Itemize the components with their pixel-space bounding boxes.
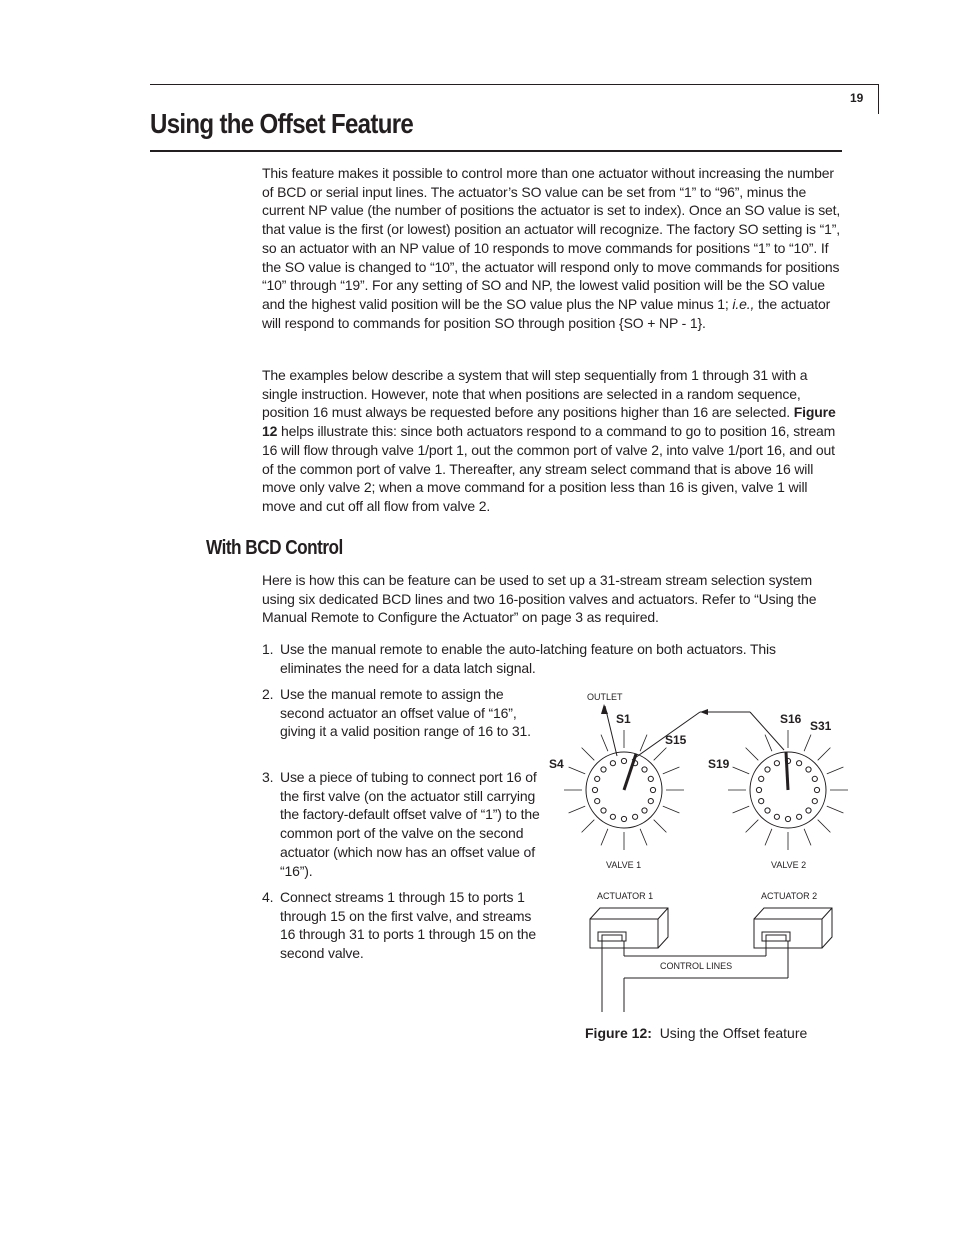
stream-tube xyxy=(746,820,759,833)
valve-port xyxy=(759,799,764,804)
stream-tube xyxy=(733,767,750,774)
valve-port xyxy=(610,814,615,819)
valve-port xyxy=(765,808,770,813)
valve-port xyxy=(648,776,653,781)
stream-tube xyxy=(827,767,844,774)
valve-port xyxy=(797,814,802,819)
stream-tube xyxy=(765,735,772,752)
control-lines xyxy=(602,941,788,1012)
stream-tube xyxy=(582,820,595,833)
header-rule xyxy=(150,84,879,85)
valve-port xyxy=(621,758,626,763)
valve-2 xyxy=(728,730,848,850)
step-text: Use a piece of tubing to connect port 16 of the first valve (on the actuator still carrying the factory-default offset valve of “1”) to the common port of the valve on the second actuator (which now has an offset value of “16”). xyxy=(280,769,540,879)
stream-tube xyxy=(663,767,680,774)
valve-port xyxy=(601,808,606,813)
stream-tube xyxy=(818,748,831,761)
valve-port xyxy=(814,787,819,792)
intro-paragraph-1-text: This feature makes it possible to control more than one actuator without increasing the number of BCD or serial input lines. The actuator’s SO value can be set from “1” to “96”, minus the current NP value (the number of positions the actuator is set to index). Once an SO value is set, that value is the first (or lowest) position an actuator will recognize. The factory SO setting is “1”, so an actuator with an NP value of 10 responds to move commands for positions “1” to “10”. If the SO value is changed to “10”, the actuator will respond only to move commands for positions “10” through “19”. For any setting of SO and NP, the lowest valid position will be the SO value and the highest valid position will be the SO value plus the NP value minus 1; xyxy=(262,165,841,312)
step-number: 1. xyxy=(262,641,274,657)
figure-caption xyxy=(585,1025,807,1041)
valve-port xyxy=(812,776,817,781)
valve-port xyxy=(759,776,764,781)
valve-1-label: VALVE 1 xyxy=(606,860,642,870)
page-number: 19 xyxy=(850,91,864,105)
valve-port xyxy=(601,767,606,772)
valve-port xyxy=(812,799,817,804)
s15-label: S15 xyxy=(665,733,687,747)
step-number: 2. xyxy=(262,686,274,702)
valve-2-rotor xyxy=(786,752,788,790)
stream-tube xyxy=(569,767,586,774)
transfer-line-c xyxy=(750,712,784,750)
valve-port xyxy=(756,787,761,792)
header-side-rule xyxy=(878,84,879,114)
caption-label: Figure 12: xyxy=(585,1025,652,1041)
stream-tube xyxy=(569,806,586,813)
valve-port xyxy=(785,816,790,821)
control-lines-label: CONTROL LINES xyxy=(660,961,733,971)
s16-label: S16 xyxy=(780,712,802,726)
valve-2-label: VALVE 2 xyxy=(771,860,807,870)
figure-reference: Figure 12 xyxy=(262,404,836,440)
intro-paragraph-2-text: The examples below describe a system that will step sequentially from 1 through 31 with a single instruction. However, note that when positions are selected in a random sequence, position 16 must always be requested before any positions higher than 16 are selected. xyxy=(262,367,808,421)
stream-tube xyxy=(640,735,647,752)
stream-tube xyxy=(765,829,772,846)
valve-port xyxy=(765,767,770,772)
intro-paragraph-1-italic: i.e., xyxy=(732,295,755,312)
valve-port xyxy=(774,814,779,819)
stream-tube xyxy=(640,829,647,846)
valve-port xyxy=(592,787,597,792)
actuator-2-label: ACTUATOR 2 xyxy=(761,891,818,901)
stream-tube xyxy=(654,748,667,761)
stream-tube xyxy=(582,748,595,761)
intro-paragraph-1 xyxy=(262,164,842,332)
valve-1 xyxy=(564,730,684,850)
s4-label: S4 xyxy=(549,757,564,771)
valve-port xyxy=(774,761,779,766)
valve-port xyxy=(806,767,811,772)
step-text: Connect streams 1 through 15 to ports 1 through 15 on the first valve, and streams 16 through 31 to ports 1 through 15 on the second valve. xyxy=(280,889,537,962)
valve-port xyxy=(610,761,615,766)
valve-port xyxy=(595,799,600,804)
intro-paragraph-2 xyxy=(262,366,842,516)
valve-port xyxy=(648,799,653,804)
outlet-arrow xyxy=(601,704,608,714)
outlet-label: OUTLET xyxy=(587,692,623,702)
step-text: Use the manual remote to enable the auto-latching feature on both actuators. This eliminates the need for a data latch signal. xyxy=(280,641,776,676)
intro-paragraph-2-text-end: helps illustrate this: since both actuators respond to a command to go to position 16, stream 16 will flow through valve 1/port 1, out the common port of valve 2, into valve 1/port 16, and out of the common port of valve 1. Thereafter, any stream select command that is above 16 will move only valve 2; when a move command for a position less than 16 is given, valve 1 will move and cut off all flow from valve 2. xyxy=(262,423,836,514)
transfer-arrow xyxy=(700,709,708,715)
figure-12-diagram xyxy=(540,686,870,1016)
caption-text: Using the Offset feature xyxy=(659,1025,808,1041)
s1-label: S1 xyxy=(616,712,631,726)
valve-port xyxy=(642,767,647,772)
stream-tube xyxy=(746,748,759,761)
stream-tube xyxy=(733,806,750,813)
stream-tube xyxy=(663,806,680,813)
title-rule xyxy=(150,150,842,152)
section-heading: With BCD Control xyxy=(206,537,343,559)
page-title: Using the Offset Feature xyxy=(150,108,414,139)
s31-label: S31 xyxy=(810,719,832,733)
step-text: Use the manual remote to assign the second actuator an offset value of “16”, giving it a valid position range of 16 to 31. xyxy=(280,686,531,740)
valve-port xyxy=(595,776,600,781)
valve-port xyxy=(797,761,802,766)
stream-tube xyxy=(804,829,811,846)
valve-port xyxy=(621,816,626,821)
section-intro: Here is how this can be feature can be used to set up a 31-stream stream selection system using six dedicated BCD lines and two 16-position valves and actuators. Refer to “Using the Manual Remote to Configure the Actuator” on page 3 as required. xyxy=(262,572,817,626)
stream-tube xyxy=(654,820,667,833)
stream-tube xyxy=(827,806,844,813)
step-number: 3. xyxy=(262,769,274,785)
actuator-1-label: ACTUATOR 1 xyxy=(597,891,654,901)
stream-tube xyxy=(818,820,831,833)
stream-tube xyxy=(601,735,608,752)
valve-port xyxy=(642,808,647,813)
stream-tube xyxy=(601,829,608,846)
step-number: 4. xyxy=(262,889,274,905)
valve-port xyxy=(806,808,811,813)
valve-port xyxy=(650,787,655,792)
intro-paragraph-1-text-end: the actuator will respond to commands for position SO through position {SO + NP - 1}. xyxy=(262,295,831,331)
stream-tube xyxy=(804,735,811,752)
s19-label: S19 xyxy=(708,757,730,771)
valve-port xyxy=(633,814,638,819)
